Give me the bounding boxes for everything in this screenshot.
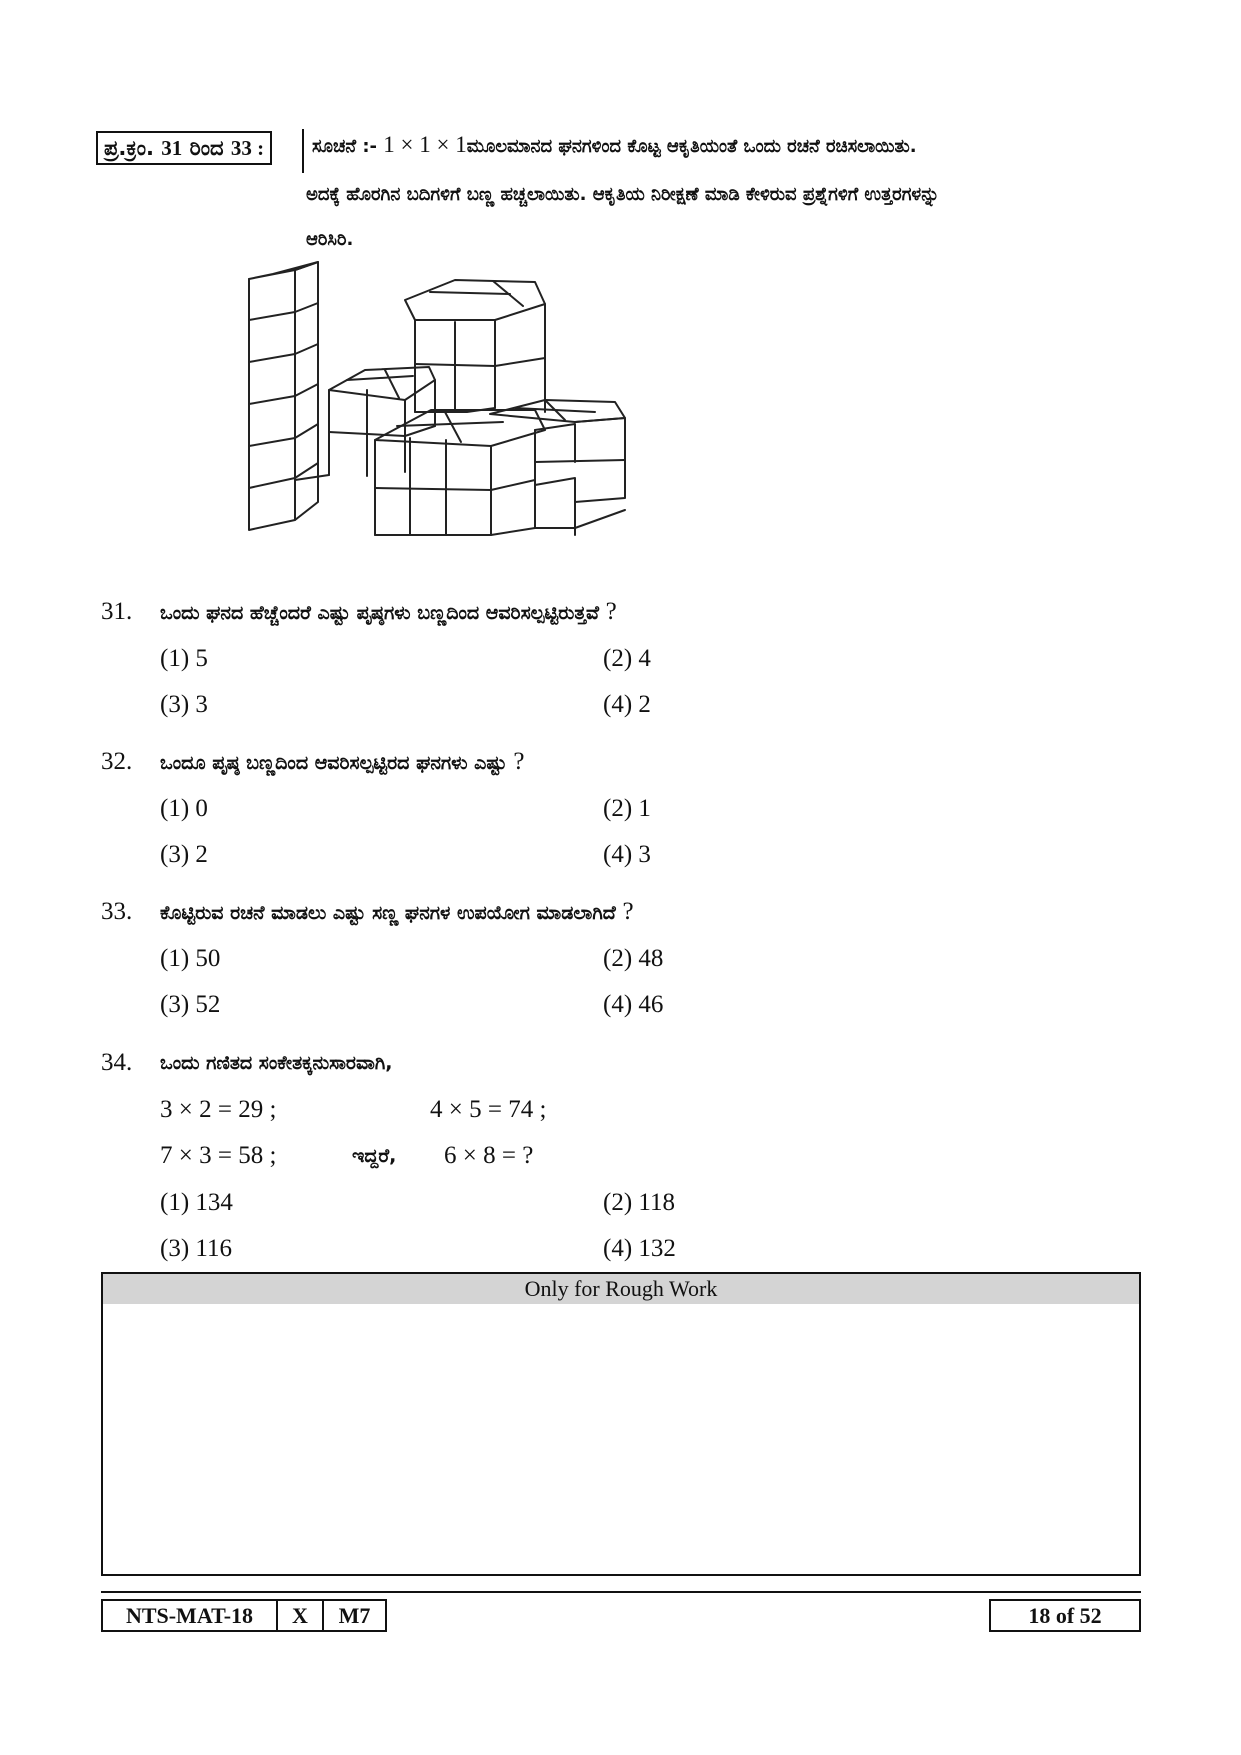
- question-33-number: 33.: [101, 898, 133, 925]
- if-word: ಇದ್ದರೆ,: [352, 1145, 397, 1167]
- footer-rule: [101, 1591, 1141, 1593]
- question-34-option-1[interactable]: (1) 134: [160, 1189, 233, 1216]
- right-block: [490, 400, 625, 535]
- question-31-text: [160, 597, 617, 628]
- instruction-divider: [302, 129, 304, 173]
- range-start: 31: [161, 136, 183, 160]
- question-32-text: [160, 747, 524, 778]
- question-33-text: [160, 897, 634, 928]
- question-31-option-4[interactable]: (4) 2: [603, 691, 651, 718]
- footer-class: X: [276, 1599, 324, 1632]
- range-mid: ರಿಂದ: [189, 136, 224, 160]
- question-33-option-4[interactable]: (4) 46: [603, 991, 664, 1018]
- range-end: 33 :: [230, 136, 265, 160]
- question-31-option-3[interactable]: (3) 3: [160, 691, 208, 718]
- question-33-body: ಕೊಟ್ಟಿರುವ ರಚನೆ ಮಾಡಲು ಎಷ್ಟು ಸಣ್ಣ ಘನಗಳ ಉಪಯೋಗ ಮಾಡಲಾಗಿದೆ: [160, 902, 616, 924]
- question-32-mark: ?: [513, 748, 525, 775]
- question-33-option-3[interactable]: (3) 52: [160, 991, 221, 1018]
- question-34-text: ಒಂದು ಗಣಿತದ ಸಂಕೇತಕ್ಕನುಸಾರವಾಗಿ,: [160, 1052, 393, 1074]
- equation-4: 6 × 8 = ?: [444, 1142, 534, 1169]
- question-32-body: ಒಂದೂ ಪೃಷ್ಠ ಬಣ್ಣದಿಂದ ಆವರಿಸಲ್ಪಟ್ಟಿರದ ಘನಗಳು ಎಷ್ಟು: [160, 752, 507, 774]
- instruction-line-3: ಆರಿಸಿರಿ.: [306, 229, 354, 250]
- cube-structure-figure: [235, 250, 705, 550]
- question-32-option-4[interactable]: (4) 3: [603, 841, 651, 868]
- tall-column: [249, 262, 318, 530]
- question-32-option-2[interactable]: (2) 1: [603, 795, 651, 822]
- question-33-option-1[interactable]: (1) 50: [160, 945, 221, 972]
- front-block: [375, 410, 545, 535]
- equation-3: 7 × 3 = 58 ;: [160, 1142, 277, 1169]
- footer-set: M7: [322, 1599, 387, 1632]
- question-31-option-1[interactable]: (1) 5: [160, 645, 208, 672]
- stacked-block: [405, 280, 545, 412]
- footer-page-number: 18 of 52: [989, 1599, 1141, 1632]
- unit-dimension: 1 × 1 × 1: [383, 132, 467, 157]
- equation-1: 3 × 2 = 29 ;: [160, 1096, 277, 1123]
- equation-2: 4 × 5 = 74 ;: [430, 1096, 547, 1123]
- question-34-option-3[interactable]: (3) 116: [160, 1235, 232, 1262]
- rough-work-box[interactable]: [101, 1272, 1141, 1576]
- instruction-line-1-text: ಮೂಲಮಾನದ ಘನಗಳಿಂದ ಕೊಟ್ಟ ಆಕೃತಿಯಂತೆ ಒಂದು ರಚನೆ ರಚಿಸಲಾಯಿತು.: [466, 136, 917, 157]
- question-31-body: ಒಂದು ಘನದ ಹೆಚ್ಚೆಂದರೆ ಎಷ್ಟು ಪೃಷ್ಠಗಳು ಬಣ್ಣದಿಂದ ಆವರಿಸಲ್ಪಟ್ಟಿರುತ್ತವೆ: [160, 602, 599, 624]
- question-range-label: [96, 131, 272, 165]
- question-31-number: 31.: [101, 598, 133, 625]
- note-label: ಸೂಚನೆ :-: [312, 136, 377, 157]
- range-prefix: ಪ್ರ.ಕ್ರಂ.: [104, 136, 154, 160]
- question-34-option-4[interactable]: (4) 132: [603, 1235, 676, 1262]
- instruction-line-1: [312, 133, 917, 159]
- question-32-number: 32.: [101, 748, 133, 775]
- question-32-option-1[interactable]: (1) 0: [160, 795, 208, 822]
- question-31-mark: ?: [605, 598, 617, 625]
- footer-exam-code: NTS-MAT-18: [101, 1599, 278, 1632]
- question-31-option-2[interactable]: (2) 4: [603, 645, 651, 672]
- question-33-mark: ?: [622, 898, 634, 925]
- rough-work-title: Only for Rough Work: [103, 1274, 1139, 1304]
- question-33-option-2[interactable]: (2) 48: [603, 945, 664, 972]
- question-32-option-3[interactable]: (3) 2: [160, 841, 208, 868]
- question-34-number: 34.: [101, 1049, 133, 1076]
- question-34-option-2[interactable]: (2) 118: [603, 1189, 675, 1216]
- instruction-line-2: ಅದಕ್ಕೆ ಹೊರಗಿನ ಬದಿಗಳಿಗೆ ಬಣ್ಣ ಹಚ್ಚಲಾಯಿತು. ಆಕೃತಿಯ ನಿರೀಕ್ಷಣೆ ಮಾಡಿ ಕೇಳಿರುವ ಪ್ರಶ್ನೆಗಳಿಗೆ ಉತ್ತರಗಳನ್ನು: [306, 184, 940, 205]
